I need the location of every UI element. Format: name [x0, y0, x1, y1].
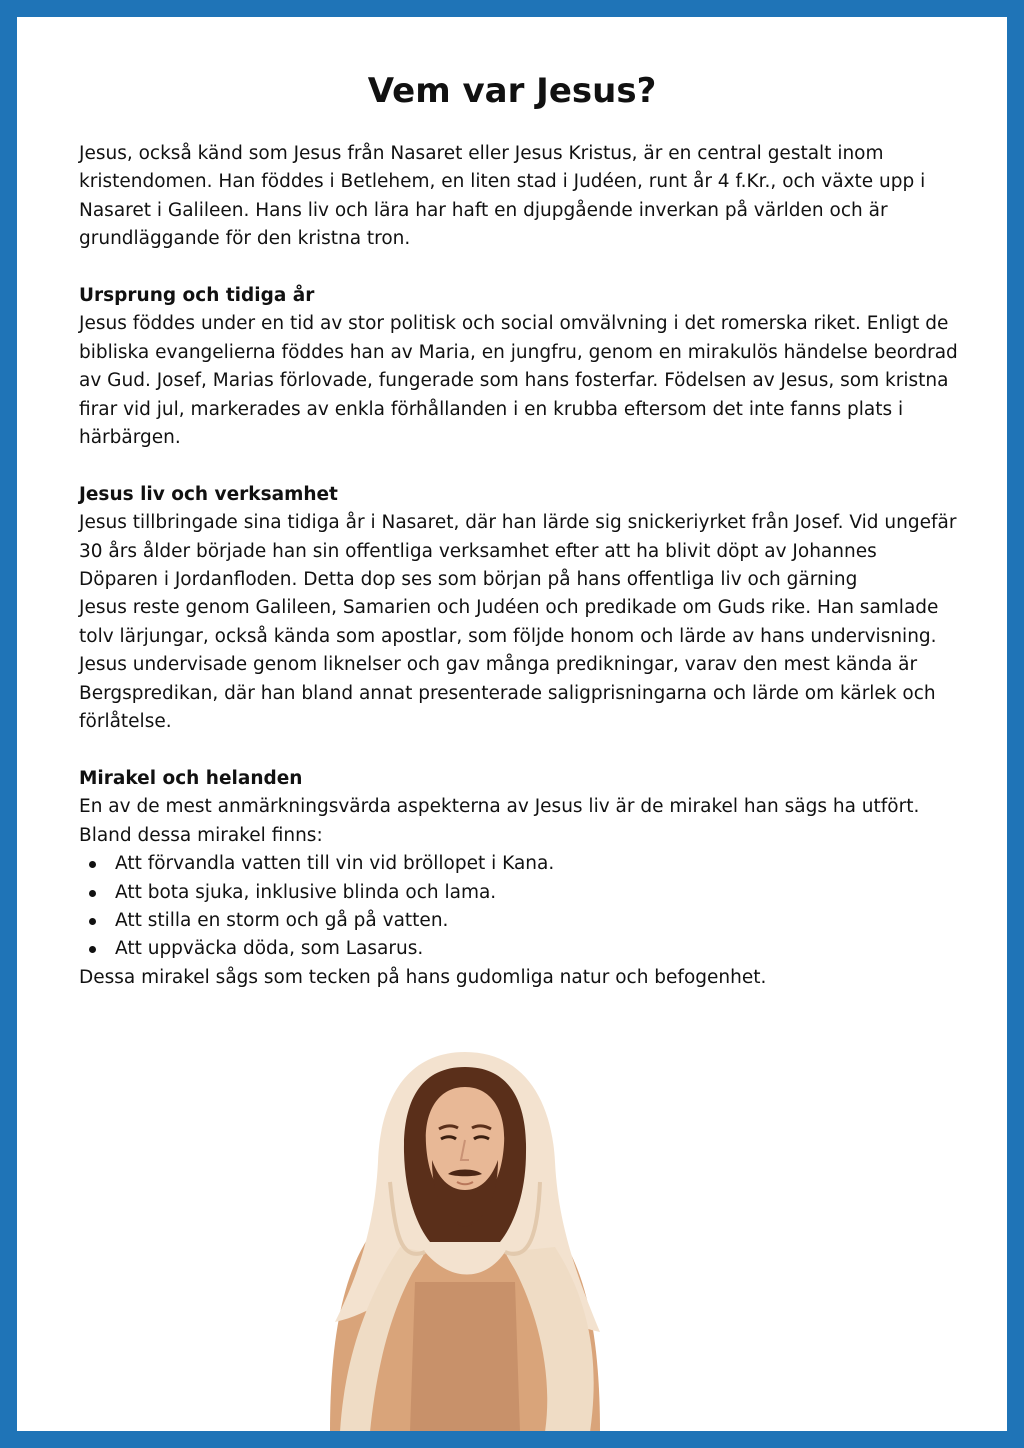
spacer	[79, 452, 959, 480]
section-heading-miracles: Mirakel och helanden	[79, 767, 303, 789]
miracle-list	[79, 850, 959, 964]
spacer	[79, 737, 959, 765]
section-heading-origin: Ursprung och tidiga år	[79, 285, 315, 307]
section-paragraph: Jesus reste genom Galileen, Samarien och Judéen och predikade om Guds rike. Han samlade tolv lärjungar, också kända som apostlar, som följde honom och lärde av hans undervisning. Jesus undervisade genom liknelser och gav många predikningar, varav den mest kända är Bergspredikan, där han bland annat presenterade saligprisningarna och lärde om kärlek och förlåtelse.	[79, 597, 939, 733]
document-page	[17, 17, 1007, 1431]
section-paragraph: Jesus föddes under en tid av stor politisk och social omvälvning i det romerska riket. Enligt de bibliska evangelierna föddes han av Maria, en jungfru, genom en mirakulös händelse beordrad av Gud. Josef, Marias förlovade, fungerade som hans fosterfar. Födelsen av Jesus, som kristna firar vid jul, markerades av enkla förhållanden i en krubba eftersom det inte fanns plats i härbärgen.	[79, 313, 958, 449]
jesus-figure-illustration	[300, 1032, 630, 1431]
list-item: Att stilla en storm och gå på vatten.	[89, 907, 959, 935]
section-heading-life: Jesus liv och verksamhet	[79, 483, 338, 505]
spacer	[79, 254, 959, 282]
list-item: Att uppväcka döda, som Lasarus.	[89, 935, 959, 963]
page-title: Vem var Jesus?	[367, 71, 657, 111]
document-body	[79, 140, 959, 992]
list-item: Att bota sjuka, inklusive blinda och lama.	[89, 879, 959, 907]
section-paragraph: En av de mest anmärkningsvärda aspekterna av Jesus liv är de mirakel han sägs ha utfört. Bland dessa mirakel finns:	[79, 796, 920, 846]
closing-paragraph: Dessa mirakel sågs som tecken på hans gudomliga natur och befogenhet.	[79, 966, 767, 988]
intro-paragraph: Jesus, också känd som Jesus från Nasaret eller Jesus Kristus, är en central gestalt inom kristendomen. Han föddes i Betlehem, en liten stad i Judéen, runt år 4 f.Kr., och växte upp i Nasaret i Galileen. Hans liv och lära har haft en djupgående inverkan på världen och är grundläggande för den kristna tron.	[79, 143, 926, 250]
section-paragraph: Jesus tillbringade sina tidiga år i Nasaret, där han lärde sig snickeriyrket från Josef. Vid ungefär 30 års ålder började han sin offentliga verksamhet efter att ha blivit döpt av Johannes Döparen i Jordanfloden. Detta dop ses som början på hans offentliga liv och gärning	[79, 512, 957, 591]
list-item: Att förvandla vatten till vin vid bröllopet i Kana.	[89, 850, 959, 878]
